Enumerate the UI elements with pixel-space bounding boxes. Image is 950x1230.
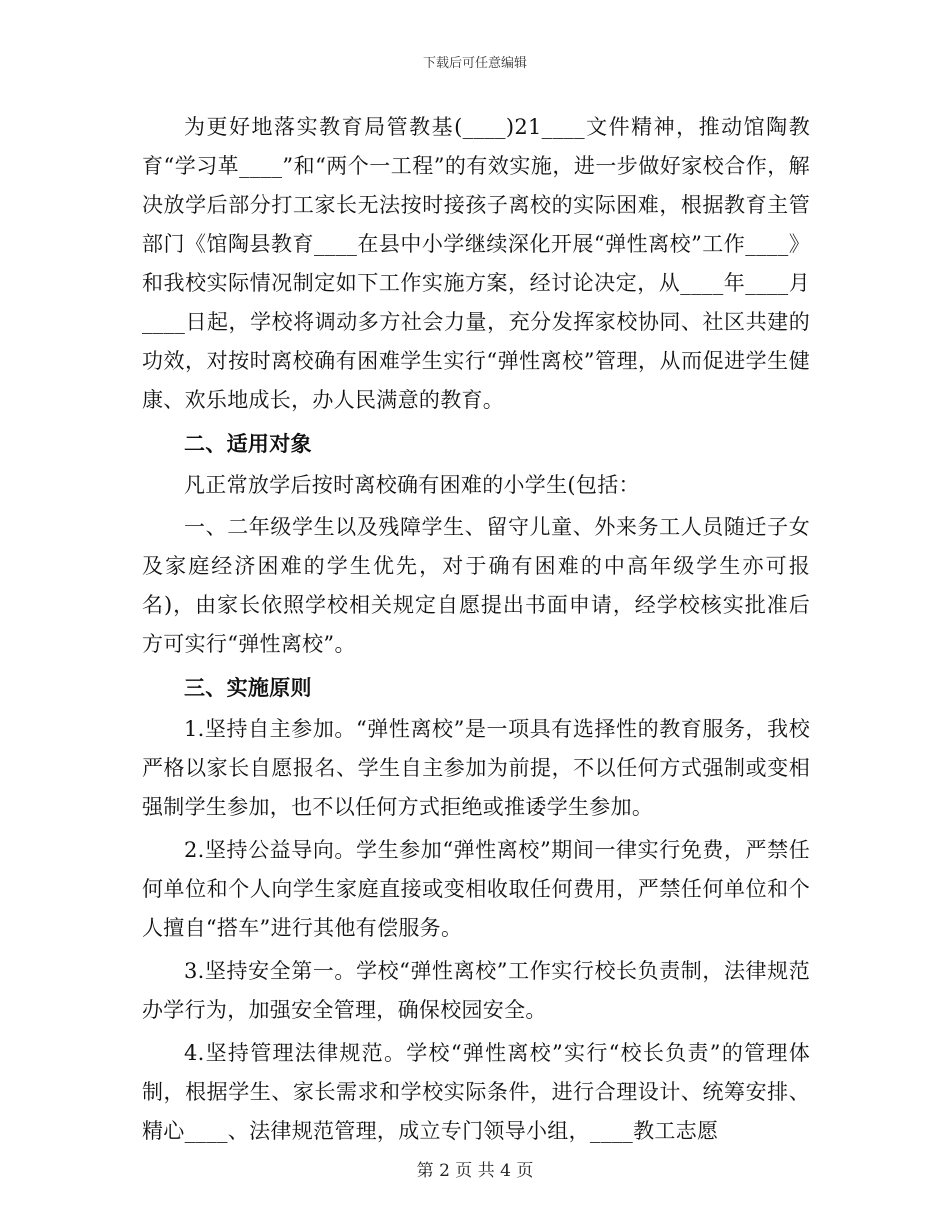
intro-paragraph: 为更好地落实教育局管教基(____)21____文件精神，推动馆陶教育“学习革____”和“两个一工程”的有效实施，进一步做好家校合作，解决放学后部分打工家长无法按时接孩子离校的实际困难，根据教育主管部门《馆陶县教育____在县中小学继续深化开展“弹性离校”工作____》和我校实际情况制定如下工作实施方案，经讨论决定，从____年____月____日起，学校将调动多方社会力量，充分发挥家校协同、社区共建的功效，对按时离校确有困难学生实行“弹性离校”管理，从而促进学生健康、欢乐地成长，办人民满意的教育。 bbox=[142, 115, 810, 412]
principle-4-paragraph: 4.坚持管理法律规范。学校“弹性离校”实行“校长负责”的管理体制，根据学生、家长需求和学校实际条件，进行合理设计、统筹安排、精心____、法律规范管理，成立专门领导小组，____教工志愿 bbox=[142, 1041, 810, 1143]
principle-1-paragraph: 1.坚持自主参加。“弹性离校”是一项具有选择性的教育服务，我校严格以家长自愿报名、学生自主参加为前提，不以任何方式强制或变相强制学生参加，也不以任何方式拒绝或推诿学生参加。 bbox=[142, 717, 810, 819]
section-heading-applicable-targets: 二、适用对象 bbox=[184, 431, 312, 456]
applicable-targets-paragraph: 凡正常放学后按时离校确有困难的小学生(包括： bbox=[184, 473, 640, 497]
section-heading-principles: 三、实施原则 bbox=[184, 675, 312, 700]
principle-2-paragraph: 2.坚持公益导向。学生参加“弹性离校”期间一律实行免费，严禁任何单位和个人向学生家庭直接或变相收取任何费用，严禁任何单位和个人擅自“搭车”进行其他有偿服务。 bbox=[142, 838, 810, 940]
header-note: 下载后可任意编辑 bbox=[422, 56, 527, 71]
applicable-targets-detail-paragraph: 一、二年级学生以及残障学生、留守儿童、外来务工人员随迁子女及家庭经济困难的学生优先，对于确有困难的中高年级学生亦可报名)，由家长依照学校相关规定自愿提出书面申请，经学校核实批准后方可实行“弹性离校”。 bbox=[142, 515, 810, 656]
principle-3-paragraph: 3.坚持安全第一。学校“弹性离校”工作实行校长负责制，法律规范办学行为，加强安全管理，确保校园安全。 bbox=[142, 959, 810, 1022]
page-number: 第 2 页 共 4 页 bbox=[416, 1161, 534, 1181]
document-body bbox=[142, 108, 810, 1151]
